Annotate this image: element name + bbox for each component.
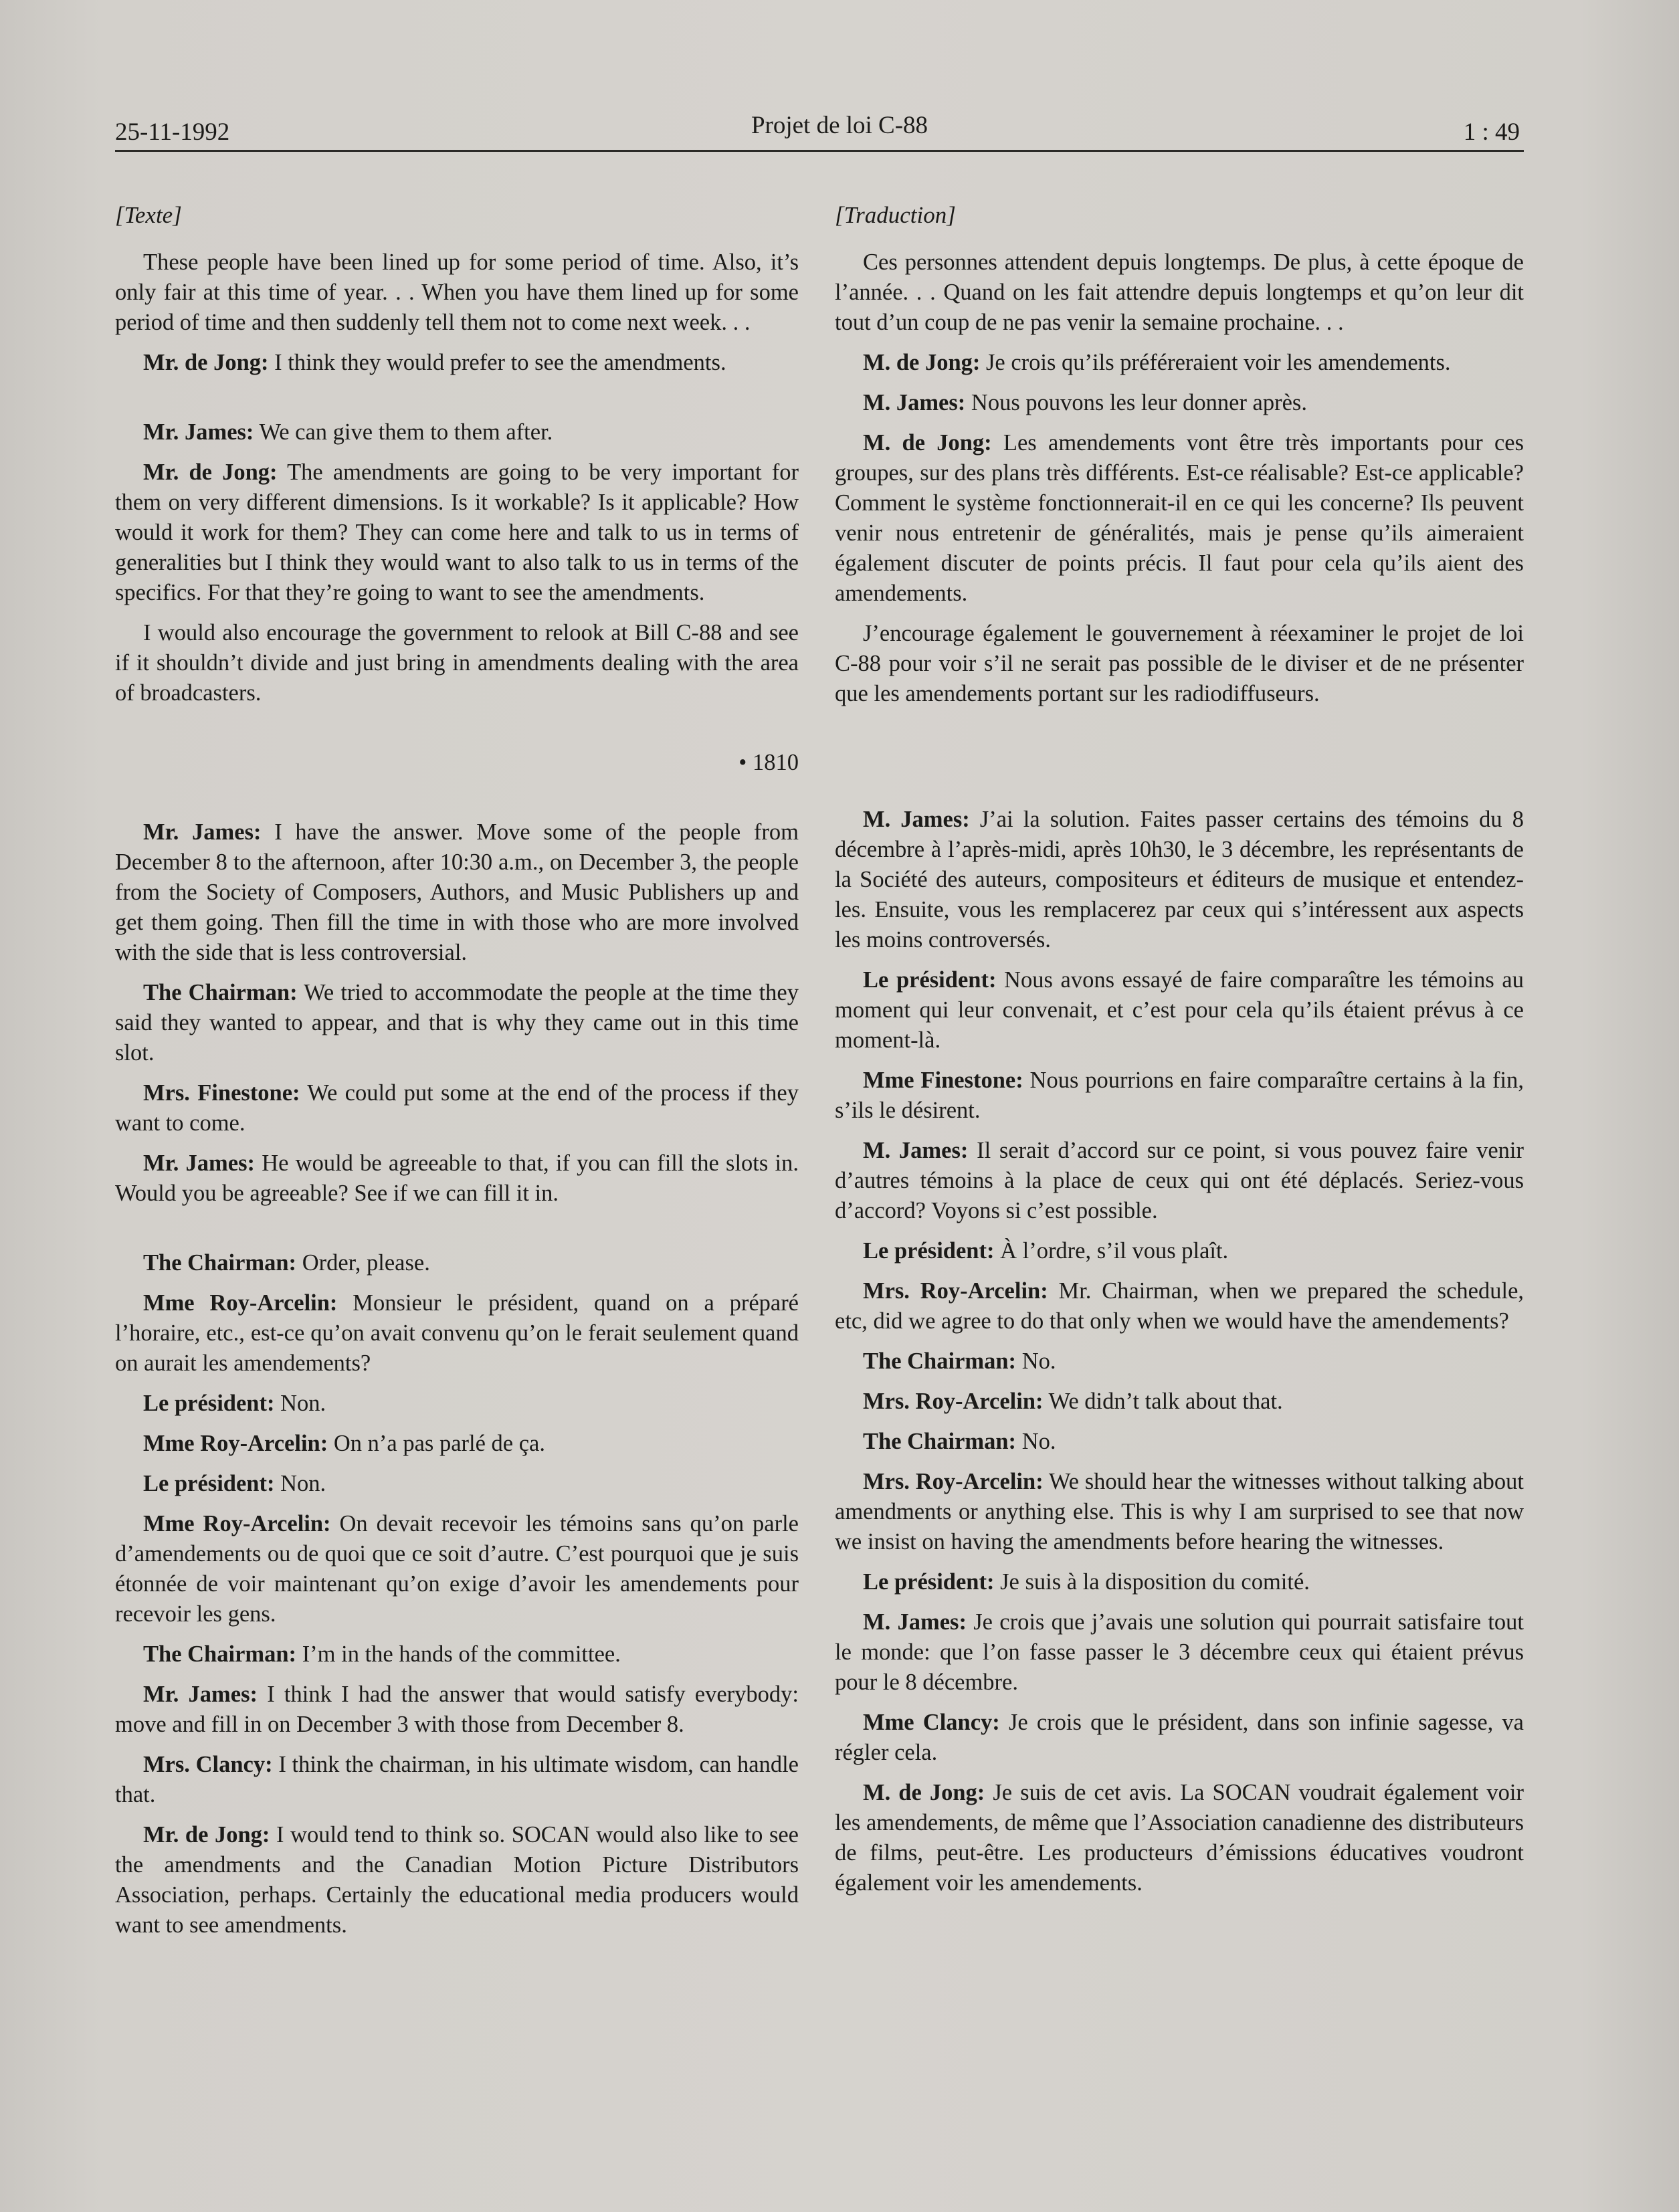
speaker: M. de Jong:: [863, 350, 981, 375]
speaker: The Chairman:: [863, 1429, 1017, 1454]
speaker: M. de Jong:: [863, 430, 992, 456]
speaker: Le président:: [863, 967, 997, 993]
speaker: Mme Clancy:: [863, 1710, 1000, 1735]
paragraph: The Chairman: I’m in the hands of the committee.: [143, 1641, 621, 1667]
paragraph: These people have been lined up for some period of time. Also, it’s only fair at this time of year. . . When you have them lined up for some period of time and then suddenly tell them not to come next week. . .: [115, 249, 799, 335]
paragraph: Mrs. Roy-Arcelin: We didn’t talk about that.: [863, 1389, 1283, 1414]
speaker: M. James:: [863, 1138, 969, 1163]
paragraph: Mr. de Jong: I would tend to think so. SOCAN would also like to see the amendments and the Canadian Motion Picture Distributors Association, perhaps. Certainly the educational media producers would want to see amendments.: [115, 1822, 799, 1938]
paragraph: The Chairman: Order, please.: [143, 1250, 430, 1276]
paragraph: Le président: Je suis à la disposition du comité.: [863, 1569, 1310, 1595]
speaker: Le président:: [143, 1391, 275, 1416]
paragraph: M. de Jong: Les amendements vont être très importants pour ces groupes, sur des plans très différents. Est-ce réalisable? Est-ce applicable? Comment le système fonctionnerait-il en ce qui les concerne? Ils peuvent venir nous entretenir de généralités, mais je pense qu’ils aimeraient également discuter de points précis. Il faut pour cela qu’ils aient des amendements.: [835, 430, 1524, 606]
paragraph: Mrs. Finestone: We could put some at the end of the process if they want to come.: [115, 1080, 799, 1136]
speaker: Mme Finestone:: [863, 1068, 1023, 1093]
speaker: The Chairman:: [863, 1348, 1017, 1374]
paragraph: Le président: Nous avons essayé de faire comparaître les témoins au moment qui leur convenait, et c’est pour cela qu’ils étaient prévus à ce moment-là.: [835, 967, 1524, 1053]
spacer: [115, 718, 799, 748]
paragraph: J’encourage également le gouvernement à réexaminer le projet de loi C-88 pour voir s’il ne serait pas possible de le diviser et de ne présenter que les amendements portant sur les radiodiffuseurs.: [835, 621, 1524, 706]
speaker: Le président:: [143, 1471, 275, 1496]
paragraph: Mrs. Roy-Arcelin: We should hear the witnesses without talking about amendments or anything else. This is why I am surprised to see that now we insist on having the amendments before hearing the witnesses.: [835, 1469, 1524, 1554]
paragraph: I would also encourage the government to relook at Bill C-88 and see if it shouldn’t divide and just bring in amendments dealing with the area of broadcasters.: [115, 620, 799, 706]
paragraph: Mr. James: We can give them to them after.: [143, 419, 553, 445]
speaker: The Chairman:: [143, 1641, 297, 1667]
paragraph: Mrs. Clancy: I think the chairman, in his ultimate wisdom, can handle that.: [115, 1752, 799, 1807]
right-column: [835, 201, 1524, 1908]
speaker: M. James:: [863, 807, 970, 832]
left-column: [115, 201, 799, 1950]
spacer: [115, 388, 799, 417]
section-label-texte: [Texte]: [115, 202, 182, 228]
speaker: Mrs. Roy-Arcelin:: [863, 1278, 1048, 1304]
paragraph: Mr. James: I have the answer. Move some of the people from December 8 to the afternoon, after 10:30 a.m., on December 3, the people from the Society of Composers, Authors, and Music Publishers up and get them going. Then fill the time in with those who are more involved with the side that is less controversial.: [115, 819, 799, 965]
paragraph: Mme Roy-Arcelin: Monsieur le président, quand on a préparé l’horaire, etc., est-ce qu’on avait convenu qu’on le ferait seulement quand on aurait les amendements?: [115, 1290, 799, 1376]
spacer: [835, 762, 1524, 805]
speaker: Mme Roy-Arcelin:: [143, 1290, 338, 1316]
speaker: Mrs. Clancy:: [143, 1752, 273, 1777]
paragraph: M. James: J’ai la solution. Faites passer certains des témoins du 8 décembre à l’après-midi, après 10h30, le 3 décembre, les représentants de la Société des auteurs, compositeurs et éditeurs de musique et entendez-les. Ensuite, vous les remplacerez par ceux qui s’intéressent aux aspects les moins controversés.: [835, 807, 1524, 952]
paragraph: Mr. James: He would be agreeable to that, if you can fill the slots in. Would you be agreeable? See if we can fill it in.: [115, 1150, 799, 1206]
speaker: Mr. James:: [143, 419, 254, 445]
header-page-number: 1 : 49: [1463, 118, 1520, 146]
speaker: M. James:: [863, 390, 966, 415]
paragraph: Mme Finestone: Nous pourrions en faire comparaître certains à la fin, s’ils le désirent.: [835, 1068, 1524, 1123]
paragraph: Le président: À l’ordre, s’il vous plaît.: [863, 1238, 1229, 1264]
spacer: [835, 719, 1524, 762]
paragraph: The Chairman: No.: [863, 1429, 1056, 1454]
paragraph: Mr. de Jong: I think they would prefer to see the amendments.: [143, 350, 726, 375]
speaker: Mr. de Jong:: [143, 460, 278, 485]
time-marker: • 1810: [738, 750, 799, 775]
speaker: Mme Roy-Arcelin:: [143, 1431, 328, 1456]
speaker: Mr. James:: [143, 819, 262, 845]
speaker: M. James:: [863, 1609, 967, 1635]
speaker: The Chairman:: [143, 1250, 297, 1276]
paragraph: Ces personnes attendent depuis longtemps. De plus, à cette époque de l’année. . . Quand on les fait attendre depuis longtemps et qu’on leur dit tout d’un coup de ne pas venir la semaine prochaine. . .: [835, 249, 1524, 335]
spacer: [115, 1219, 799, 1248]
paragraph: Le président: Non.: [143, 1391, 326, 1416]
speaker: M. de Jong:: [863, 1780, 985, 1805]
speaker: The Chairman:: [143, 980, 298, 1005]
speaker: Mme Roy-Arcelin:: [143, 1511, 331, 1536]
speaker: Mrs. Finestone:: [143, 1080, 300, 1106]
header-title: Projet de loi C-88: [751, 112, 928, 139]
paragraph: M. James: Je crois que j’avais une solution qui pourrait satisfaire tout le monde: que l’on fasse passer le 3 décembre ceux qui étaient prévus pour le 8 décembre.: [835, 1609, 1524, 1695]
paragraph: Le président: Non.: [143, 1471, 326, 1496]
paragraph: Mrs. Roy-Arcelin: Mr. Chairman, when we prepared the schedule, etc, did we agree to do that only when we would have the amendements?: [835, 1278, 1524, 1334]
speaker: Le président:: [863, 1569, 995, 1595]
speaker: Mr. James:: [143, 1150, 256, 1176]
speaker: Mrs. Roy-Arcelin:: [863, 1469, 1044, 1494]
speaker: Mr. de Jong:: [143, 1822, 270, 1847]
paragraph: The Chairman: No.: [863, 1348, 1056, 1374]
paragraph: M. James: Nous pouvons les leur donner après.: [863, 390, 1307, 415]
paragraph: Mme Clancy: Je crois que le président, dans son infinie sagesse, va régler cela.: [835, 1710, 1524, 1765]
paragraph: M. James: Il serait d’accord sur ce point, si vous pouvez faire venir d’autres témoins à la place de ceux qui ont été déplacés. Seriez-vous d’accord? Voyons si c’est possible.: [835, 1138, 1524, 1223]
speaker: Mr. de Jong:: [143, 350, 269, 375]
paragraph: Mme Roy-Arcelin: On n’a pas parlé de ça.: [143, 1431, 545, 1456]
paragraph: The Chairman: We tried to accommodate the people at the time they said they wanted to appear, and that is why they came out in this time slot.: [115, 980, 799, 1066]
speaker: Mr. James:: [143, 1682, 258, 1707]
paragraph: M. de Jong: Je suis de cet avis. La SOCAN voudrait également voir les amendements, de même que l’Association canadienne des distributeurs de films, peut-être. Les producteurs d’émissions éducatives voudront également voir les amendements.: [835, 1780, 1524, 1896]
paragraph: M. de Jong: Je crois qu’ils préféreraient voir les amendements.: [863, 350, 1451, 375]
paragraph: Mr. James: I think I had the answer that would satisfy everybody: move and fill in on December 3 with those from December 8.: [115, 1682, 799, 1737]
header-rule: [115, 150, 1524, 152]
speaker: Le président:: [863, 1238, 995, 1264]
section-label-traduction: [Traduction]: [835, 202, 956, 228]
paragraph: Mme Roy-Arcelin: On devait recevoir les témoins sans qu’on parle d’amendements ou de quoi que ce soit d’autre. C’est pourquoi que je suis étonnée de voir maintenant qu’on exige d’avoir les amendements pour recevoir les gens.: [115, 1511, 799, 1627]
paragraph: Mr. de Jong: The amendments are going to be very important for them on very different dimensions. Is it workable? Is it applicable? How would it work for them? They can come here and talk to us in terms of generalities but I think they would want to also talk to us in terms of the specifics. For that they’re going to want to see the amendments.: [115, 460, 799, 605]
speaker: Mrs. Roy-Arcelin:: [863, 1389, 1044, 1414]
header-date: 25-11-1992: [115, 118, 230, 146]
